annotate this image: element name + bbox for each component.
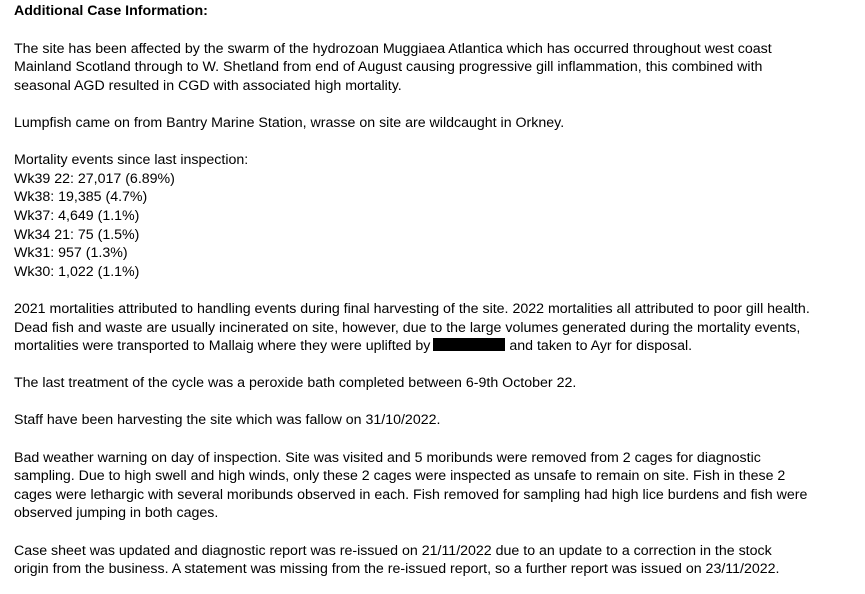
weather-paragraph xyxy=(14,449,862,523)
mortality-title: Mortality events since last inspection: xyxy=(14,152,249,169)
mortality-event: Wk37: 4,649 (1.1%) xyxy=(14,207,140,224)
text-line: origin from the business. A statement was missing from the re-issued report, so a further report was issued on 23/11/2022. xyxy=(14,561,780,578)
mortality-event: Wk30: 1,022 (1.1%) xyxy=(14,263,140,280)
text-line: seasonal AGD resulted in CGD with associated high mortality. xyxy=(14,77,402,94)
mortalities-attribution-paragraph xyxy=(14,300,862,356)
mortality-event: Wk34 21: 75 (1.5%) xyxy=(14,226,140,243)
spacer xyxy=(14,281,862,300)
text-line-with-redaction xyxy=(14,337,862,356)
section-heading: Additional Case Information: xyxy=(14,3,208,19)
spacer xyxy=(14,523,862,542)
text-fragment: mortalities were transported to Mallaig where they were uplifted by xyxy=(14,338,431,355)
text-line: cages were lethargic with several moribunds observed in each. Fish removed for sampling had high lice burdens and fish were xyxy=(14,486,808,503)
staff-paragraph xyxy=(14,411,862,430)
redaction-bar xyxy=(433,338,505,351)
treatment-paragraph xyxy=(14,374,862,393)
text-line: Bad weather warning on day of inspection. Site was visited and 5 moribunds were removed from 2 cages for diagnostic xyxy=(14,449,761,466)
mortality-event: Wk39 22: 27,017 (6.89%) xyxy=(14,170,175,187)
lumpfish-paragraph xyxy=(14,114,862,133)
spacer xyxy=(14,356,862,375)
text-line: Dead fish and waste are usually incinerated on site, however, due to the large volumes generated during the mortality events, xyxy=(14,319,801,336)
text-line: Lumpfish came on from Bantry Marine Station, wrasse on site are wildcaught in Orkney. xyxy=(14,114,565,131)
text-line: Mainland Scotland through to W. Shetland from end of August causing progressive gill inflammation, this combined with xyxy=(14,59,763,76)
text-line: Staff have been harvesting the site which was fallow on 31/10/2022. xyxy=(14,412,441,429)
spacer xyxy=(14,430,862,449)
case-information-document xyxy=(14,2,862,579)
text-line: sampling. Due to high swell and high winds, only these 2 cages were inspected as unsafe to remain on site. Fish in these 2 xyxy=(14,468,786,485)
text-line: The site has been affected by the swarm of the hydrozoan Muggiaea Atlantica which has occurred throughout west coast xyxy=(14,40,772,57)
text-line: observed jumping in both cages. xyxy=(14,505,219,522)
swarm-paragraph xyxy=(14,40,862,96)
text-fragment: and taken to Ayr for disposal. xyxy=(509,338,693,355)
case-sheet-paragraph xyxy=(14,542,862,579)
spacer xyxy=(14,21,862,40)
mortality-event: Wk31: 957 (1.3%) xyxy=(14,245,128,262)
spacer xyxy=(14,133,862,152)
text-line: The last treatment of the cycle was a peroxide bath completed between 6-9th October 22. xyxy=(14,375,577,392)
text-line: 2021 mortalities attributed to handling events during final harvesting of the site. 2022 mortalities all attributed to poor gill health. xyxy=(14,300,810,317)
spacer xyxy=(14,95,862,114)
text-line: Case sheet was updated and diagnostic report was re-issued on 21/11/2022 due to an update to a correction in the stock xyxy=(14,542,772,559)
mortality-event: Wk38: 19,385 (4.7%) xyxy=(14,189,148,206)
mortality-events-list xyxy=(14,151,862,281)
spacer xyxy=(14,393,862,412)
